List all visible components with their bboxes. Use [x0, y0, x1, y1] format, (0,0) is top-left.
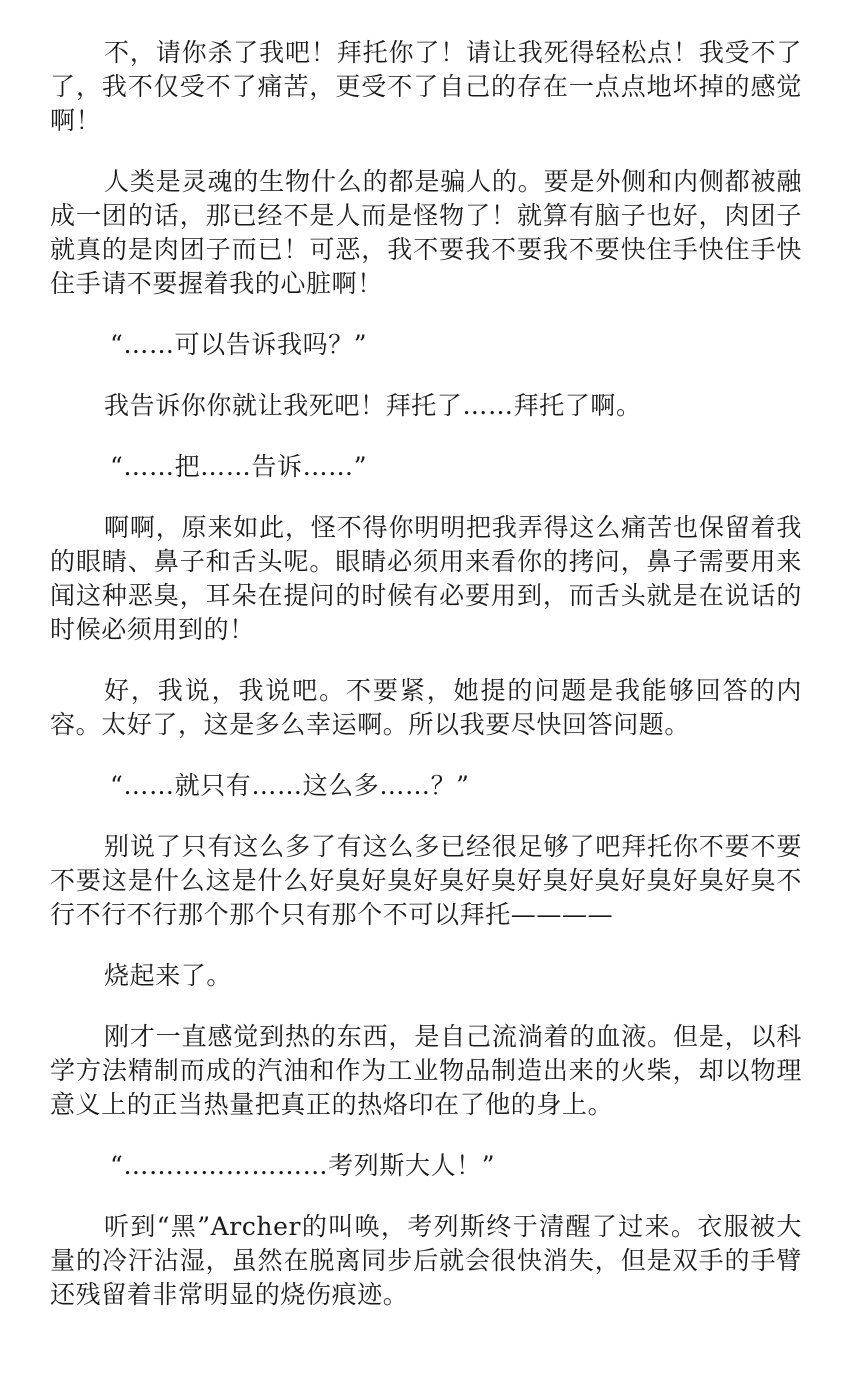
paragraph-8: 刚才一直感觉到热的东西，是自己流淌着的血液。但是，以科学方法精制而成的汽油和作为工业物品制造出来的火柴，却以物理意义上的正当热量把真正的热烙印在了他的身上。 — [50, 1022, 802, 1119]
dialogue-line-2: “……把……告诉……” — [110, 452, 368, 481]
dialogue-line-4: “……………………考列斯大人！” — [110, 1151, 496, 1180]
paragraph-6: 别说了只有这么多了有这么多已经很足够了吧拜托你不要不要不要这是什么这是什么好臭好臭好臭好臭好臭好臭好臭好臭好臭不行不行不行那个那个只有那个不可以拜托———— — [50, 832, 802, 929]
paragraph-3: 我告诉你你就让我死吧！拜托了……拜托了啊。 — [104, 391, 642, 420]
paragraph-5: 好，我说，我说吧。不要紧，她提的问题是我能够回答的内容。太好了，这是多么幸运啊。所以我要尽快回答问题。 — [50, 676, 802, 739]
paragraph-4: 啊啊，原来如此，怪不得你明明把我弄得这么痛苦也保留着我的眼睛、鼻子和舌头呢。眼睛必须用来看你的拷问，鼻子需要用来闻这种恶臭，耳朵在提问的时候有必要用到，而舌头就是在说话的时候必须用到的！ — [50, 513, 802, 644]
paragraph-1: 不，请你杀了我吧！拜托你了！请让我死得轻松点！我受不了了，我不仅受不了痛苦，更受不了自己的存在一点点地坏掉的感觉啊！ — [50, 38, 802, 135]
paragraph-2: 人类是灵魂的生物什么的都是骗人的。要是外侧和内侧都被融成一团的话，那已经不是人而是怪物了！就算有脑子也好，肉团子就真的是肉团子而已！可恶，我不要我不要我不要快住手快住手快住手请不要握着我的心脏啊！ — [50, 167, 802, 298]
paragraph-7: 烧起来了。 — [104, 961, 233, 990]
dialogue-line-1: “……可以告诉我吗？” — [110, 330, 368, 359]
paragraph-9: 听到“黑”Archer的叫唤，考列斯终于清醒了过来。衣服被大量的冷汗沾湿，虽然在脱离同步后就会很快消失，但是双手的手臂还残留着非常明显的烧伤痕迹。 — [50, 1212, 802, 1309]
dialogue-line-3: “……就只有……这么多……？” — [110, 771, 470, 800]
